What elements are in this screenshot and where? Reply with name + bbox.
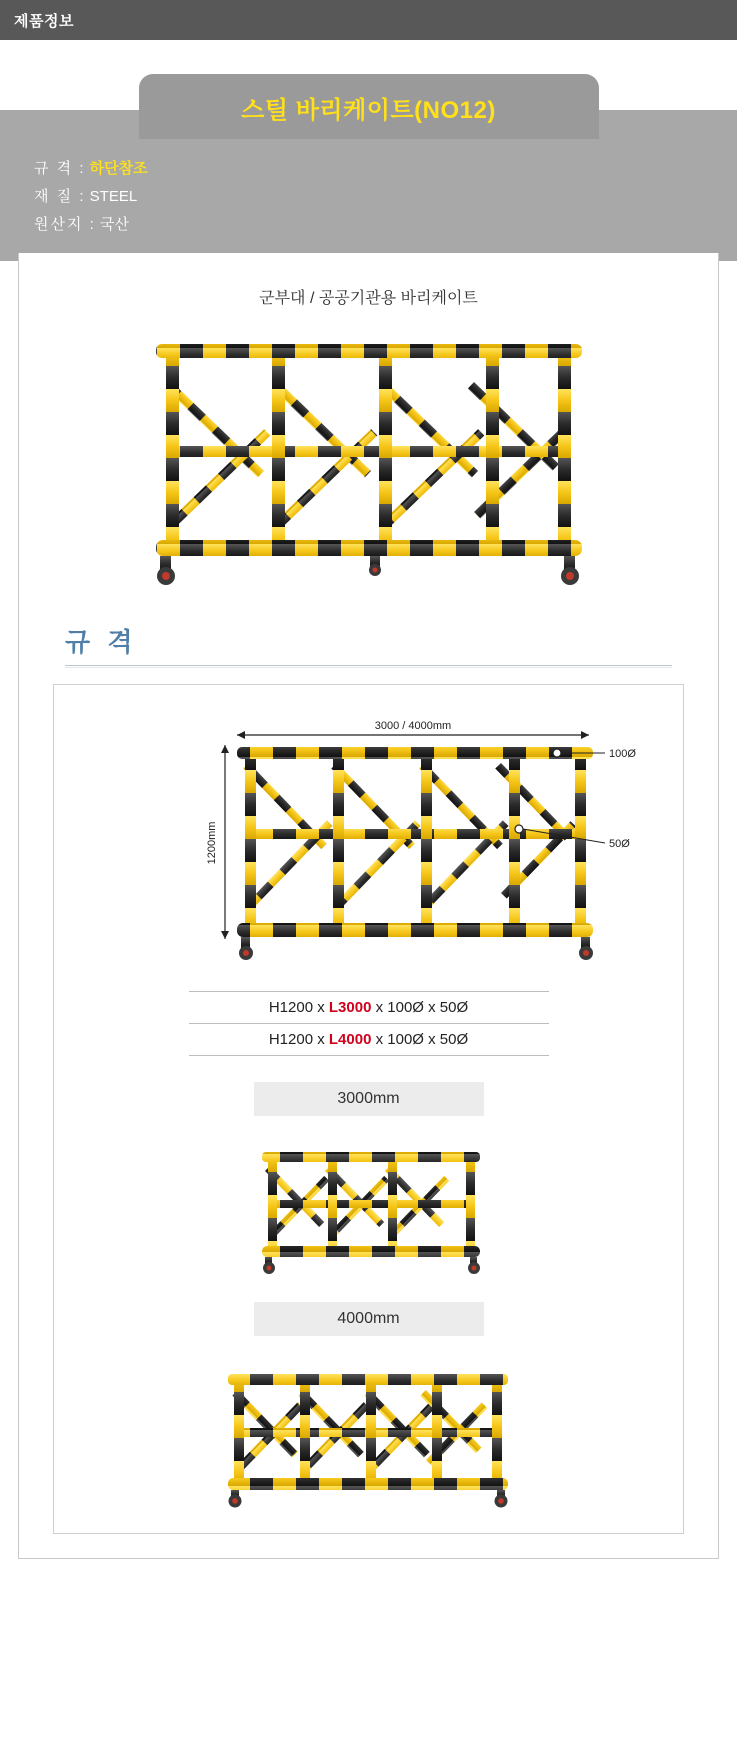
dim-row-1-length: L4000 [328,1031,372,1048]
barricade-illustration-3000 [234,1126,504,1276]
product-detail-panel [18,253,719,1559]
dim-row-0-post: x 100Ø x 50Ø [371,999,469,1016]
dimensioned-drawing-figure [64,701,673,981]
spec-row-origin [34,211,737,239]
spec-detail-box [53,684,684,1534]
height-dimension-label: 1200mm [205,821,218,865]
dim-row-0-length: L3000 [328,999,372,1016]
page-header-bar [0,0,737,40]
spec-label-size: 규 격 : [34,160,86,177]
spec-section-title: 규 격 [65,627,138,657]
barricade-dimension-drawing [89,701,649,981]
barricade-figure-4000 [64,1346,673,1511]
width-dimension-label: 3000 / 4000mm [374,720,451,732]
product-subtitle: 군부대 / 공공기관용 바리케이트 [259,290,478,307]
dim-row-1-post: x 100Ø x 50Ø [371,1031,469,1048]
hero-barricade-figure [19,320,718,600]
spec-row-material [34,183,737,211]
spec-value-origin: 국산 [99,216,129,233]
length-banner-3000 [254,1082,484,1116]
spec-row-size [34,155,737,183]
spec-section-divider [65,665,672,668]
spec-section-heading [65,622,718,659]
product-title-tab [139,74,599,139]
dim-row-0-pre: H1200 x [268,999,329,1016]
length-banner-4000-label: 4000mm [337,1310,400,1327]
product-title: 스틸 바리케이트(NO12) [241,97,496,124]
dimension-table [189,991,549,1056]
product-header-block [0,97,737,261]
page-header-label: 제품정보 [14,12,74,30]
barricade-figure-3000 [64,1126,673,1276]
barricade-illustration-4000 [204,1346,534,1511]
dim-row-1-pre: H1200 x [268,1031,329,1048]
barricade-illustration-large [134,320,604,600]
length-banner-4000 [254,1302,484,1336]
pipe-small-label: 50Ø [608,838,630,850]
spec-value-size: 하단참조 [89,160,148,177]
table-row [189,1024,549,1056]
spec-label-material: 재 질 : [34,188,86,205]
table-row [189,991,549,1024]
pipe-large-callout-dot [553,749,561,757]
pipe-small-callout-dot [515,825,523,833]
length-banner-3000-label: 3000mm [337,1090,400,1107]
product-spec-list [0,149,737,239]
spec-value-material: STEEL [89,188,138,205]
spec-label-origin: 원산지 : [34,216,96,233]
pipe-large-label: 100Ø [608,748,636,760]
